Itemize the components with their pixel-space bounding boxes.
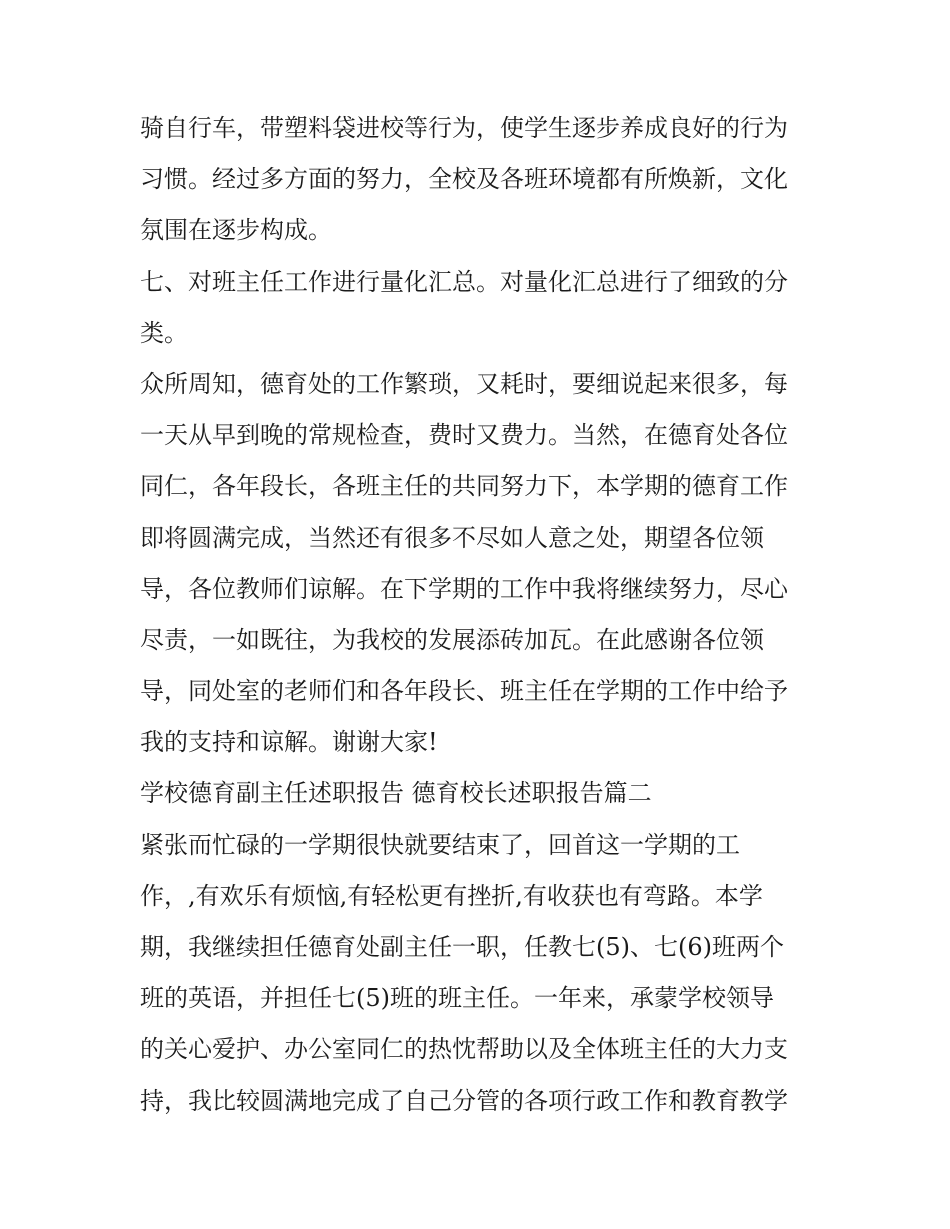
section-heading: 学校德育副主任述职报告 德育校长述职报告篇二 xyxy=(140,779,652,808)
text-line-2: 习惯。经过多方面的努力，全校及各班环境都有所焕新，文化 xyxy=(140,165,788,194)
text-line-9: 即将圆满完成，当然还有很多不尽如人意之处，期望各位领 xyxy=(140,523,764,552)
text-line-12: 导，同处室的老师们和各年段长、班主任在学期的工作中给予 xyxy=(140,677,788,706)
text-line-1: 骑自行车，带塑料袋进校等行为，使学生逐步养成良好的行为 xyxy=(140,114,788,142)
text-line-18: 班的英语，并担任七(5)班的班主任。一年来，承蒙学校领导 xyxy=(140,984,774,1013)
text-line-3: 氛围在逐步构成。 xyxy=(140,216,332,245)
text-line-4: 七、对班主任工作进行量化汇总。对量化汇总进行了细致的分 xyxy=(140,267,788,296)
text-line-19: 的关心爱护、办公室同仁的热忱帮助以及全体班主任的大力支 xyxy=(140,1035,788,1064)
text-line-11: 尽责，一如既往，为我校的发展添砖加瓦。在此感谢各位领 xyxy=(140,625,764,654)
text-line-6: 众所周知，德育处的工作繁琐，又耗时，要细说起来很多，每 xyxy=(140,369,788,398)
text-line-8: 同仁，各年段长，各班主任的共同努力下，本学期的德育工作 xyxy=(140,472,788,501)
text-line-20: 持，我比较圆满地完成了自己分管的各项行政工作和教育教学 xyxy=(140,1086,788,1115)
text-line-15: 紧张而忙碌的一学期很快就要结束了，回首这一学期的工 xyxy=(140,830,740,859)
text-line-7: 一天从早到晚的常规检查，费时又费力。当然，在德育处各位 xyxy=(140,421,788,450)
text-line-13: 我的支持和谅解。谢谢大家! xyxy=(140,728,438,757)
text-line-17: 期，我继续担任德育处副主任一职，任教七(5)、七(6)班两个 xyxy=(140,933,784,961)
text-line-10: 导，各位教师们谅解。在下学期的工作中我将继续努力，尽心 xyxy=(140,574,788,603)
text-line-16: 作，,有欢乐有烦恼,有轻松更有挫折,有收获也有弯路。本学 xyxy=(140,881,763,910)
text-line-5: 类。 xyxy=(140,318,188,347)
document-body xyxy=(140,103,820,1127)
